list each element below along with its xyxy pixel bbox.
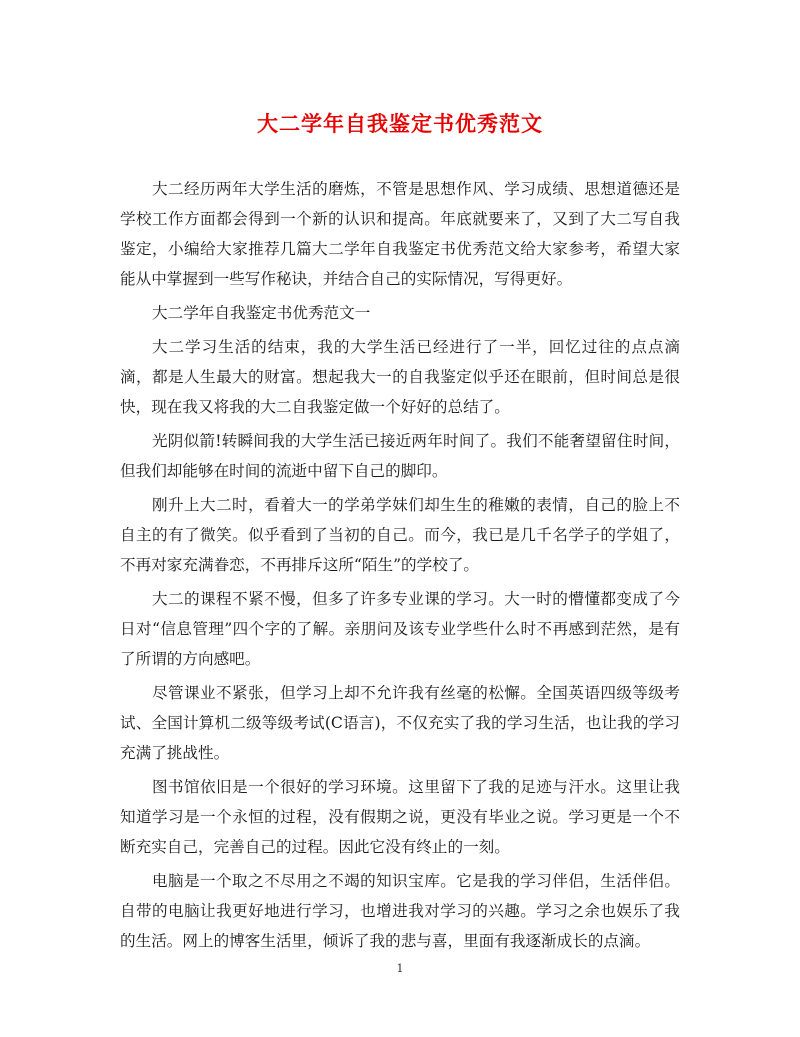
body-paragraph: 大二的课程不紧不慢，但多了许多专业课的学习。大一时的懵懂都变成了今日对“信息管理”四个字的了解。亲朋问及该专业学些什么时不再感到茫然，是有了所谓的方向感吧。 [120, 590, 680, 668]
body-paragraph: 尽管课业不紧张，但学习上却不允许我有丝毫的松懈。全国英语四级等级考试、全国计算机二级等级考试(C语言)，不仅充实了我的学习生活，也让我的学习充满了挑战性。 [120, 684, 680, 762]
section-heading: 大二学年自我鉴定书优秀范文一 [152, 304, 371, 322]
body-paragraph: 刚升上大二时，看着大一的学弟学妹们却生生的稚嫩的表情，自己的脸上不自主的有了微笑。似乎看到了当初的自己。而今，我已是几千名学子的学姐了，不再对家充满眷恋，不再排斥这所“陌生”的学校了。 [120, 496, 680, 574]
body-paragraph: 光阴似箭!转瞬间我的大学生活已接近两年时间了。我们不能奢望留住时间，但我们却能够在时间的流逝中留下自己的脚印。 [120, 432, 680, 480]
body-paragraph: 大二学习生活的结束，我的大学生活已经进行了一半，回忆过往的点点滴滴，都是人生最大的财富。想起我大一的自我鉴定似乎还在眼前，但时间总是很快，现在我又将我的大二自我鉴定做一个好好的总结了。 [120, 338, 680, 416]
document-title: 大二学年自我鉴定书优秀范文 [257, 111, 543, 136]
body-paragraph: 电脑是一个取之不尽用之不竭的知识宝库。它是我的学习伴侣，生活伴侣。自带的电脑让我更好地进行学习，也增进我对学习的兴趣。学习之余也娱乐了我的生活。网上的博客生活里，倾诉了我的悲与喜，里面有我逐渐成长的点滴。 [120, 872, 680, 950]
intro-paragraph: 大二经历两年大学生活的磨炼，不管是思想作风、学习成绩、思想道德还是学校工作方面都会得到一个新的认识和提高。年底就要来了，又到了大二写自我鉴定，小编给大家推荐几篇大二学年自我鉴定书优秀范文给大家参考，希望大家能从中掌握到一些写作秘诀，并结合自己的实际情况，写得更好。 [120, 180, 680, 288]
page-number: 1 [396, 962, 404, 975]
document-body [120, 174, 680, 960]
body-paragraph: 图书馆依旧是一个很好的学习环境。这里留下了我的足迹与汗水。这里让我知道学习是一个永恒的过程，没有假期之说，更没有毕业之说。学习更是一个不断充实自己，完善自己的过程。因此它没有终止的一刻。 [120, 778, 680, 856]
